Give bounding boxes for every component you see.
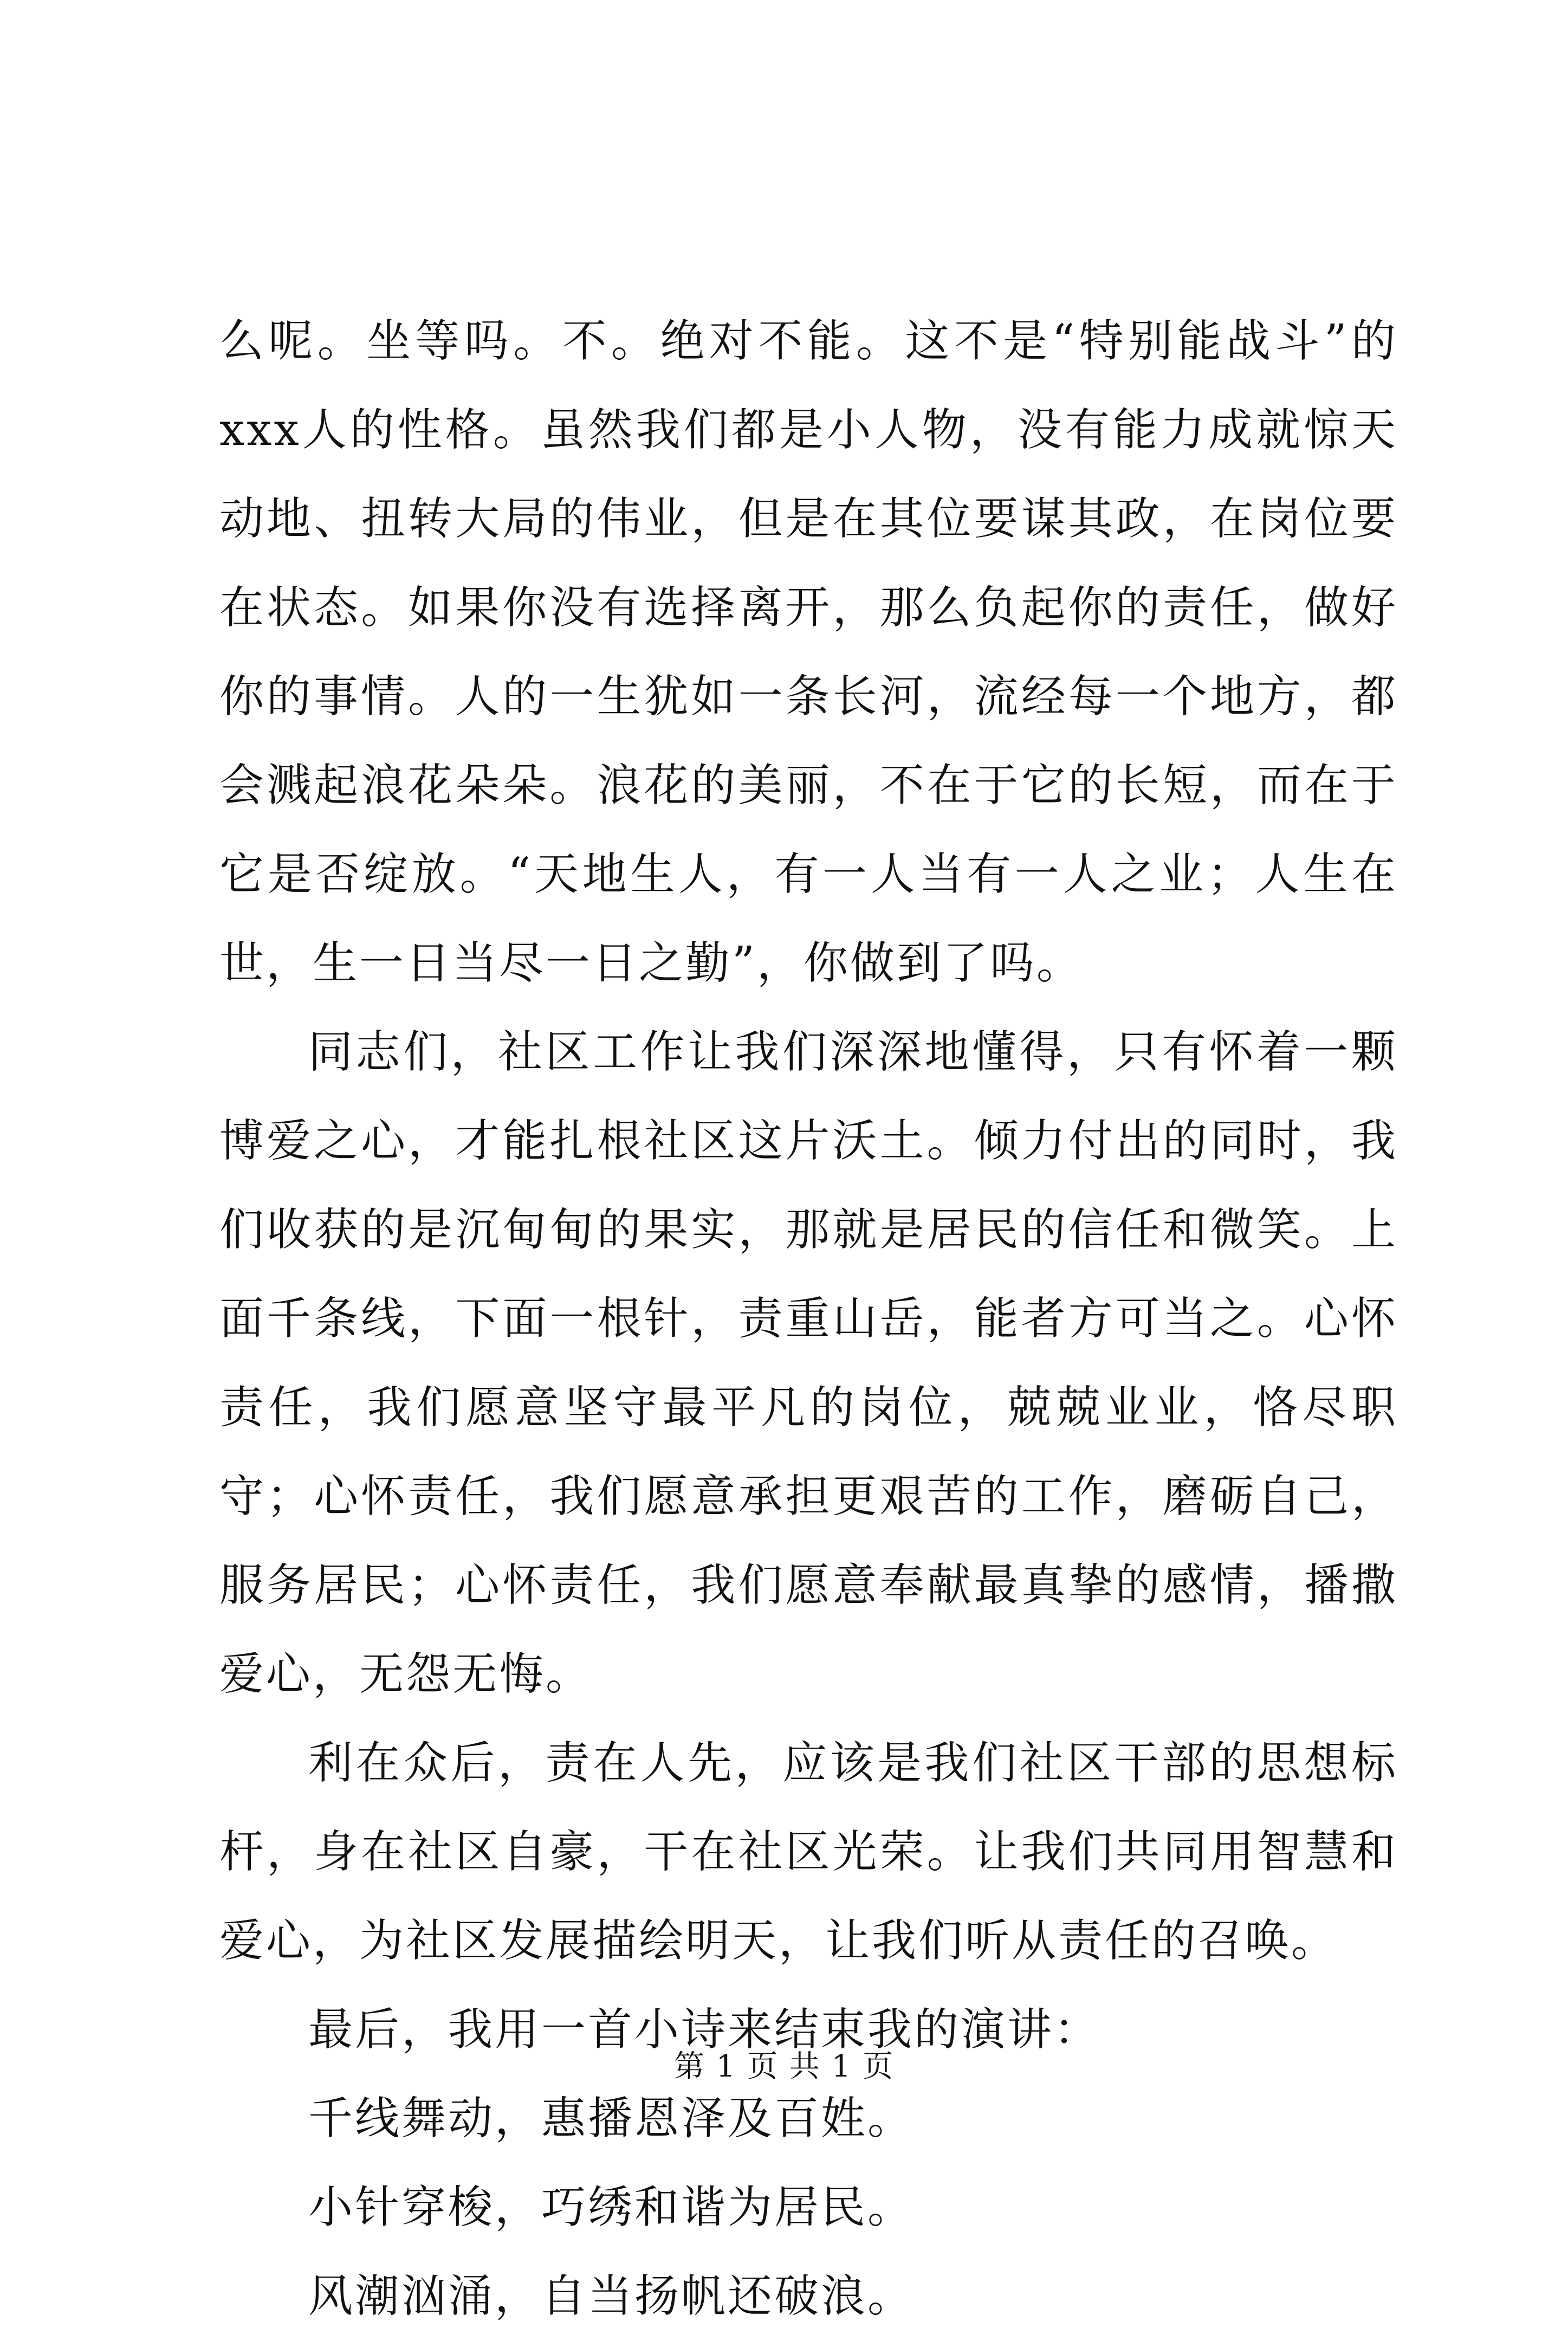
poem-line-3: 风潮汹涌，自当扬帆还破浪。 <box>308 2271 915 2322</box>
paragraph-3: 利在众后，责在人先，应该是我们社区干部的思想标杆，身在社区自豪，干在社区光荣。让我们共同用智慧和爱心，为社区发展描绘明天，让我们听从责任的召唤。 <box>219 1737 1398 1967</box>
poem-line-2: 小针穿梭，巧绣和谐为居民。 <box>308 2182 915 2233</box>
document-body <box>219 297 1398 2341</box>
poem-line-1: 千线舞动，惠播恩泽及百姓。 <box>308 2093 915 2144</box>
paragraph-1: 么呢。坐等吗。不。绝对不能。这不是“特别能战斗”的xxx人的性格。虽然我们都是小人物，没有能力成就惊天动地、扭转大局的伟业，但是在其位要谋其政，在岗位要在状态。如果你没有选择离开，那么负起你的责任，做好你的事情。人的一生犹如一条长河，流经每一个地方，都会溅起浪花朵朵。浪花的美丽，不在于它的长短，而在于它是否绽放。“天地生人，有一人当有一人之业；人生在世，生一日当尽一日之勤”，你做到了吗。 <box>219 315 1398 989</box>
paragraph-4: 最后，我用一首小诗来结束我的演讲： <box>308 2004 1101 2055</box>
paragraph-2: 同志们，社区工作让我们深深地懂得，只有怀着一颗博爱之心，才能扎根社区这片沃土。倾力付出的同时，我们收获的是沉甸甸的果实，那就是居民的信任和微笑。上面千条线，下面一根针，责重山岳，能者方可当之。心怀责任，我们愿意坚守最平凡的岗位，兢兢业业，恪尽职守；心怀责任，我们愿意承担更艰苦的工作，磨砺自己，服务居民；心怀责任，我们愿意奉献最真挚的感情，播撒爱心，无怨无悔。 <box>219 1026 1398 1700</box>
page-number-footer: 第 1 页 共 1 页 <box>673 2049 895 2084</box>
